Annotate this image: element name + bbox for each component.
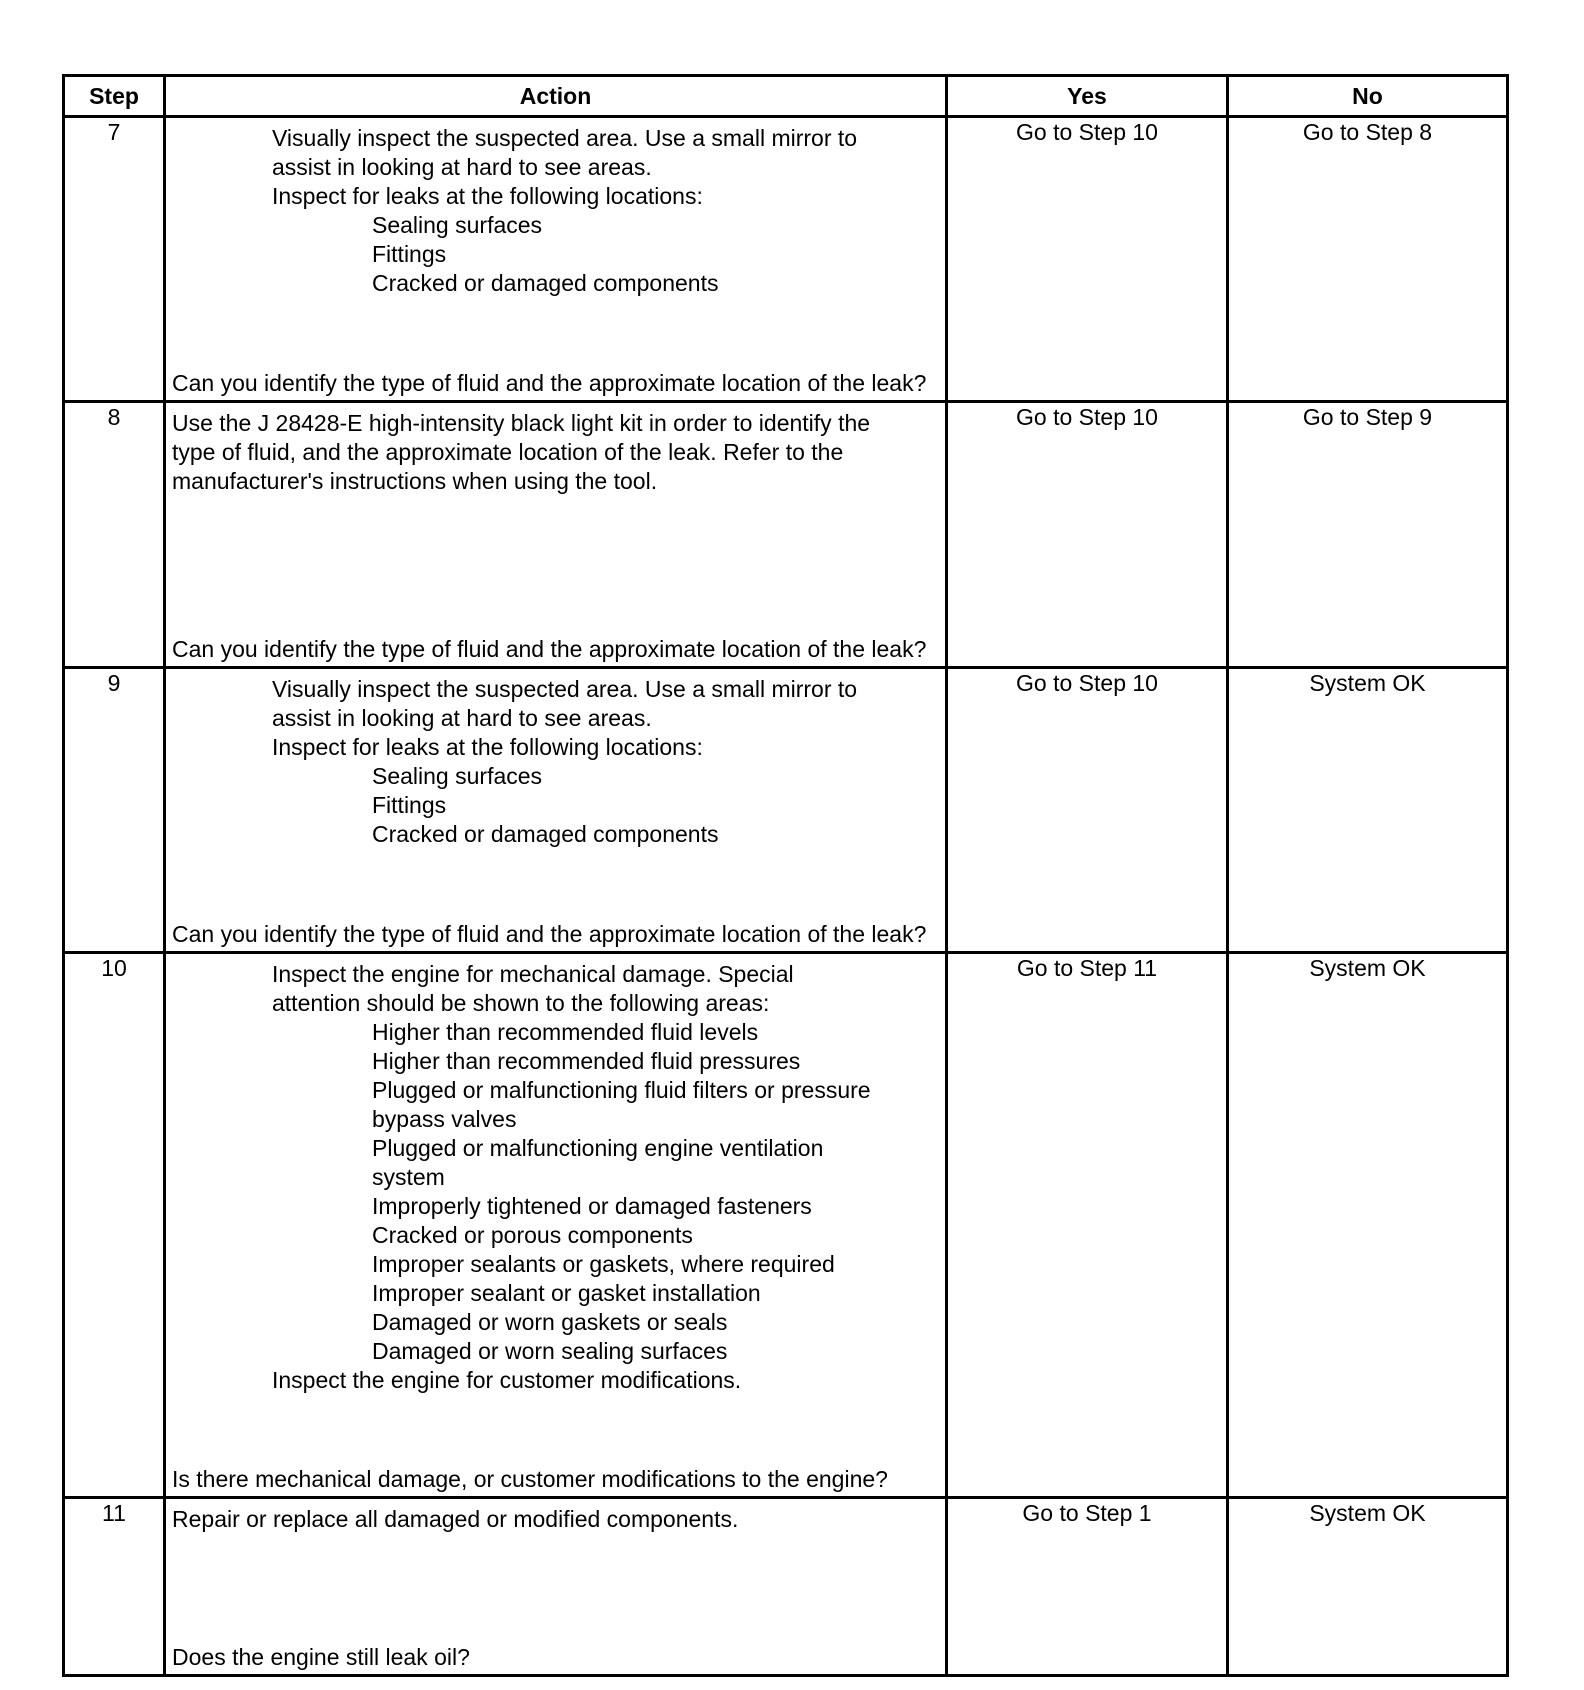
action-line: Repair or replace all damaged or modified components.: [172, 1506, 739, 1532]
action-line: Damaged or worn sealing surfaces: [372, 1338, 728, 1364]
action-line: Damaged or worn gaskets or seals: [372, 1309, 728, 1335]
yes-result: Go to Step 10: [947, 117, 1228, 402]
action-instructions: [166, 118, 945, 298]
action-line: manufacturer's instructions when using the tool.: [172, 468, 658, 494]
action-instructions: [166, 669, 945, 849]
action-instructions: [166, 403, 945, 496]
action-line: Improperly tightened or damaged fasteners: [372, 1193, 812, 1219]
action-question: Does the engine still leak oil?: [172, 1644, 470, 1670]
action-line: Visually inspect the suspected area. Use a small mirror to: [272, 676, 858, 702]
action-line: Plugged or malfunctioning engine ventilation: [372, 1135, 824, 1161]
action-line: Cracked or damaged components: [372, 270, 719, 296]
action-line: Plugged or malfunctioning fluid filters or pressure: [372, 1077, 871, 1103]
header-step: Step: [64, 76, 165, 117]
table-row: [64, 402, 1508, 668]
no-result: Go to Step 9: [1228, 402, 1508, 668]
step-number: 11: [64, 1498, 165, 1676]
action-line: assist in looking at hard to see areas.: [272, 705, 652, 731]
action-line: Sealing surfaces: [372, 763, 543, 789]
action-cell: [165, 117, 947, 402]
action-line: attention should be shown to the following areas:: [272, 990, 770, 1016]
step-number: 7: [64, 117, 165, 402]
action-line: Inspect the engine for mechanical damage. Special: [272, 961, 794, 987]
action-line: Fittings: [372, 241, 447, 267]
action-line: Higher than recommended fluid pressures: [372, 1048, 801, 1074]
yes-result: Go to Step 11: [947, 953, 1228, 1498]
table-row: [64, 117, 1508, 402]
action-instructions: [166, 1499, 945, 1534]
step-number: 10: [64, 953, 165, 1498]
action-line: Cracked or porous components: [372, 1222, 693, 1248]
action-cell: [165, 668, 947, 953]
action-line: Improper sealant or gasket installation: [372, 1280, 761, 1306]
action-cell: [165, 402, 947, 668]
table-row: [64, 668, 1508, 953]
no-result: System OK: [1228, 1498, 1508, 1676]
header-yes: Yes: [947, 76, 1228, 117]
action-instructions: [166, 954, 945, 1395]
action-line: system: [372, 1164, 445, 1190]
action-line: Higher than recommended fluid levels: [372, 1019, 759, 1045]
action-line: Improper sealants or gaskets, where required: [372, 1251, 835, 1277]
action-line: Visually inspect the suspected area. Use a small mirror to: [272, 125, 858, 151]
action-line: assist in looking at hard to see areas.: [272, 154, 652, 180]
no-result: Go to Step 8: [1228, 117, 1508, 402]
action-line: Use the J 28428-E high-intensity black light kit in order to identify the: [172, 410, 871, 436]
no-result: System OK: [1228, 668, 1508, 953]
action-question: Is there mechanical damage, or customer modifications to the engine?: [172, 1466, 888, 1492]
diagnostic-step-table-container: [62, 74, 1506, 1677]
action-line: type of fluid, and the approximate location of the leak. Refer to the: [172, 439, 844, 465]
yes-result: Go to Step 10: [947, 402, 1228, 668]
header-no: No: [1228, 76, 1508, 117]
action-line: Fittings: [372, 792, 447, 818]
step-number: 8: [64, 402, 165, 668]
action-line: Inspect the engine for customer modifications.: [272, 1367, 742, 1393]
action-line: Sealing surfaces: [372, 212, 543, 238]
yes-result: Go to Step 10: [947, 668, 1228, 953]
table-row: [64, 953, 1508, 1498]
table-row: [64, 1498, 1508, 1676]
yes-result: Go to Step 1: [947, 1498, 1228, 1676]
action-cell: [165, 1498, 947, 1676]
action-question: Can you identify the type of fluid and the approximate location of the leak?: [172, 921, 927, 947]
action-question: Can you identify the type of fluid and the approximate location of the leak?: [172, 370, 927, 396]
action-question: Can you identify the type of fluid and the approximate location of the leak?: [172, 636, 927, 662]
no-result: System OK: [1228, 953, 1508, 1498]
action-line: bypass valves: [372, 1106, 517, 1132]
action-line: Inspect for leaks at the following locations:: [272, 734, 703, 760]
action-line: Cracked or damaged components: [372, 821, 719, 847]
step-number: 9: [64, 668, 165, 953]
header-action: Action: [165, 76, 947, 117]
action-line: Inspect for leaks at the following locations:: [272, 183, 703, 209]
table-header-row: [64, 76, 1508, 117]
action-cell: [165, 953, 947, 1498]
diagnostic-step-table: [62, 74, 1509, 1677]
